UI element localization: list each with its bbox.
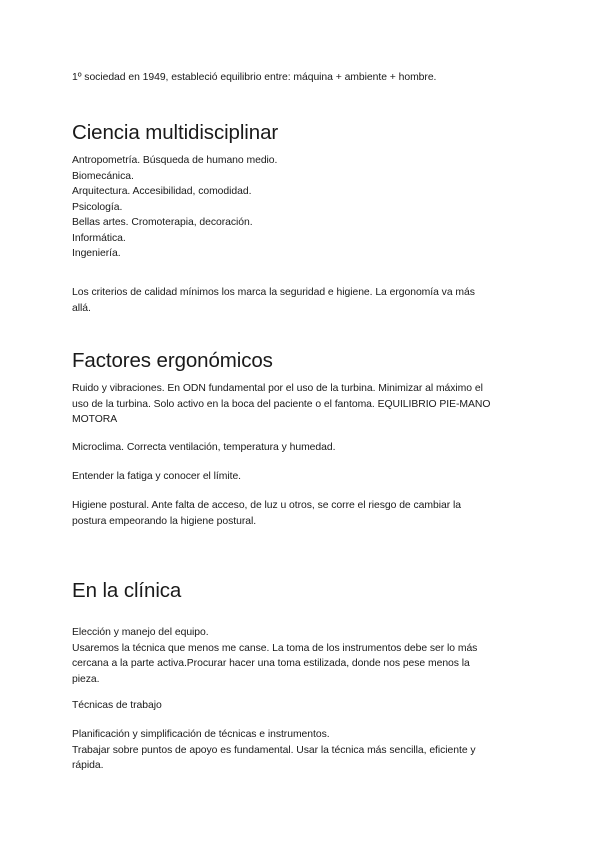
text-line: Elección y manejo del equipo. bbox=[72, 627, 209, 638]
text-line: Ruido y vibraciones. En ODN fundamental por el uso de la turbina. Minimizar al máximo el bbox=[72, 383, 483, 394]
text-line: postura empeorando la higiene postural. bbox=[72, 515, 257, 527]
text-line: Trabajar sobre puntos de apoyo es fundamental. Usar la técnica más sencilla, eficiente y bbox=[72, 744, 476, 756]
text-line: Planificación y simplificación de técnicas e instrumentos. bbox=[72, 729, 330, 740]
work-techniques-label: Técnicas de trabajo bbox=[72, 700, 162, 711]
text-line: cercana a la parte activa.Procurar hacer una toma estilizada, donde nos pese menos la bbox=[72, 658, 470, 669]
text-line: uso de la turbina. Solo activo en la boca del paciente o el fantoma. EQUILIBRIO PIE-MANO bbox=[72, 398, 491, 410]
planning-paragraph bbox=[72, 727, 538, 774]
equipment-paragraph bbox=[72, 625, 538, 687]
list-item: Informática. bbox=[72, 232, 126, 244]
noise-vibration-paragraph bbox=[72, 381, 538, 428]
text-line: rápida. bbox=[72, 760, 104, 771]
postural-hygiene-paragraph bbox=[72, 498, 538, 529]
heading-en-la-clinica: En la clínica bbox=[72, 579, 182, 602]
list-item: Antropometría. Búsqueda de humano medio. bbox=[72, 155, 278, 166]
text-line: pieza. bbox=[72, 673, 100, 685]
text-line: Los criterios de calidad mínimos los marca la seguridad e higiene. La ergonomía va más bbox=[72, 287, 475, 298]
list-item: Psicología. bbox=[72, 201, 123, 213]
heading-factores-ergonomicos: Factores ergonómicos bbox=[72, 349, 273, 372]
text-line: Usaremos la técnica que menos me canse. La toma de los instrumentos debe ser lo más bbox=[72, 642, 478, 654]
list-item: Arquitectura. Accesibilidad, comodidad. bbox=[72, 186, 252, 197]
intro-paragraph: 1º sociedad en 1949, estableció equilibrio entre: máquina + ambiente + hombre. bbox=[72, 72, 437, 83]
list-item: Biomecánica. bbox=[72, 170, 134, 182]
list-item: Ingeniería. bbox=[72, 248, 121, 259]
heading-ciencia-multidisciplinar: Ciencia multidisciplinar bbox=[72, 121, 279, 144]
quality-criteria-paragraph bbox=[72, 285, 538, 316]
text-line: MOTORA bbox=[72, 414, 118, 425]
fatigue-paragraph: Entender la fatiga y conocer el límite. bbox=[72, 471, 242, 482]
list-item: Bellas artes. Cromoterapia, decoración. bbox=[72, 217, 253, 228]
disciplines-list bbox=[72, 153, 538, 262]
text-line: Higiene postural. Ante falta de acceso, de luz u otros, se corre el riesgo de cambiar la bbox=[72, 500, 461, 511]
text-line: allá. bbox=[72, 302, 91, 314]
microclimate-paragraph: Microclima. Correcta ventilación, temperatura y humedad. bbox=[72, 442, 336, 453]
